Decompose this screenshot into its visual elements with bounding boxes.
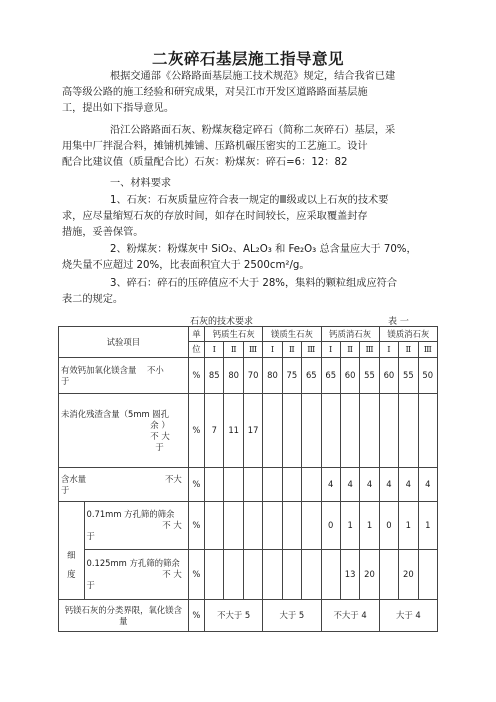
row-label-line: 于 — [86, 531, 95, 541]
empty-cell — [418, 550, 437, 600]
gravel-paragraph — [62, 276, 432, 308]
value-cell: 7 — [205, 394, 224, 468]
grade-cell: Ⅲ — [418, 342, 437, 358]
empty-cell — [282, 468, 301, 502]
row-label-line: 于 — [155, 441, 164, 452]
row-label-line: 未消化残渣含量（5mm 圆孔 — [61, 408, 170, 419]
empty-cell — [263, 468, 282, 502]
empty-cell — [224, 468, 243, 502]
unit-cell: % — [188, 468, 204, 502]
empty-cell — [399, 394, 418, 468]
flyash-paragraph — [62, 242, 432, 274]
row-label — [59, 600, 189, 632]
value-cell: 不大于 5 — [205, 600, 263, 632]
value-cell: 20 — [360, 550, 379, 600]
grade-cell: Ⅱ — [224, 342, 243, 358]
value-cell: 4 — [399, 468, 418, 502]
value-cell: 60 — [379, 358, 398, 394]
text-line: 沿江公路路面石灰、粉煤灰稳定碎石（简称二灰碎石）基层，采 — [110, 125, 396, 136]
header-group: 钙质生石灰 — [205, 327, 263, 342]
text-line: 求，应尽量缩短石灰的存放时间，如存在时间较长，应采取覆盖封存 — [62, 211, 368, 222]
row-label-line: 于 — [61, 375, 70, 386]
row-label-line: 余 ） — [150, 419, 170, 430]
table-row — [59, 358, 438, 394]
value-cell: 50 — [418, 358, 437, 394]
row-label-line — [61, 474, 186, 485]
value-cell: 0 — [379, 502, 398, 550]
text-line: 1、石灰：石灰质量应符合表一规定的Ⅲ级或以上石灰的技术要 — [110, 195, 389, 206]
text-line: 配合比建议值（质量配合比）石灰：粉煤灰：碎石=6：12：82 — [62, 157, 348, 168]
row-label-line: 不 大 — [162, 520, 182, 530]
value-cell: 0 — [321, 502, 340, 550]
value-cell: 不大于 4 — [321, 600, 379, 632]
empty-cell — [302, 550, 321, 600]
grade-cell: Ⅱ — [282, 342, 301, 358]
value-cell: 20 — [399, 550, 418, 600]
empty-cell — [418, 394, 437, 468]
row-label — [59, 358, 189, 394]
empty-cell — [205, 468, 224, 502]
fineness-side-label — [59, 502, 85, 600]
empty-cell — [302, 502, 321, 550]
value-cell: 55 — [360, 358, 379, 394]
header-unit-bottom: 位 — [188, 342, 204, 358]
grade-cell: Ⅰ — [379, 342, 398, 358]
header-group: 钙质消石灰 — [321, 327, 379, 342]
unit-cell: % — [188, 550, 204, 600]
row-label-line: 于 — [61, 484, 70, 495]
document-title: 二灰碎石基层施工指导意见 — [151, 50, 344, 68]
empty-cell — [243, 468, 262, 502]
grade-cell: Ⅱ — [399, 342, 418, 358]
value-cell: 1 — [340, 502, 359, 550]
grade-cell: Ⅲ — [360, 342, 379, 358]
row-label-line: 不 大 — [162, 569, 182, 579]
grade-cell: Ⅰ — [321, 342, 340, 358]
header-row — [59, 327, 438, 342]
fineness-side-bottom: 度 — [67, 568, 76, 579]
empty-cell — [302, 394, 321, 468]
empty-cell — [282, 550, 301, 600]
empty-cell — [360, 394, 379, 468]
value-cell: 13 — [340, 550, 359, 600]
intro-paragraph — [62, 69, 432, 117]
table-row — [59, 550, 438, 600]
row-label-line: 于 — [86, 580, 95, 590]
text-line: 烧失量不应超过 20%，比表面积宜大于 2500cm²/g。 — [62, 260, 310, 271]
text-line: 表二的规定。 — [62, 294, 124, 305]
empty-cell — [224, 502, 243, 550]
row-label-line: 有效钙加氧化镁含量 — [61, 364, 137, 375]
row-label — [59, 394, 189, 468]
value-cell: 80 — [263, 358, 282, 394]
text-line: 高等级公路的施工经验和研究成果，对吴江市开发区道路路面基层施 — [62, 87, 368, 98]
mix-paragraph — [62, 123, 432, 171]
text-line: 根据交通部《公路路面基层施工技术规范》规定，结合我省已建 — [110, 71, 396, 82]
row-label-line: 0.125mm 方孔筛的筛余 — [86, 558, 180, 568]
grade-cell: Ⅲ — [243, 342, 262, 358]
table-row — [59, 502, 438, 550]
header-item: 试验项目 — [59, 327, 189, 358]
row-label-line: 钙镁石灰的分类界限，氧化镁含 — [64, 604, 182, 615]
empty-cell — [379, 394, 398, 468]
empty-cell — [340, 394, 359, 468]
value-cell: 11 — [224, 394, 243, 468]
value-cell: 4 — [321, 468, 340, 502]
row-label-line: 不小 — [147, 364, 164, 375]
empty-cell — [282, 394, 301, 468]
value-cell: 85 — [205, 358, 224, 394]
table-caption: 石灰的技术要求 — [190, 317, 254, 327]
header-group: 镁质消石灰 — [379, 327, 437, 342]
empty-cell — [243, 502, 262, 550]
empty-cell — [302, 468, 321, 502]
value-cell: 4 — [340, 468, 359, 502]
empty-cell — [321, 394, 340, 468]
unit-cell: % — [188, 394, 204, 468]
value-cell: 大于 5 — [263, 600, 321, 632]
text-line: 一、材料要求 — [110, 178, 172, 189]
value-cell: 17 — [243, 394, 262, 468]
table-label: 表 一 — [388, 317, 409, 327]
value-cell: 75 — [282, 358, 301, 394]
row-label-line: 量 — [119, 615, 128, 626]
row-label-line: 不 大 — [150, 430, 170, 441]
empty-cell — [263, 550, 282, 600]
value-cell: 55 — [399, 358, 418, 394]
text-line: 2、粉煤灰：粉煤灰中 SiO₂、AL₂O₃ 和 Fe₂O₃ 总含量应大于 70%， — [110, 244, 417, 255]
row-label — [59, 468, 189, 502]
unit-cell: % — [188, 358, 204, 394]
section-heading — [90, 176, 432, 192]
unit-cell: % — [188, 502, 204, 550]
value-cell: 4 — [360, 468, 379, 502]
value-cell: 大于 4 — [379, 600, 437, 632]
header-unit-top: 单 — [188, 327, 204, 342]
row-label — [84, 502, 188, 550]
unit-cell: % — [188, 600, 204, 632]
empty-cell — [379, 550, 398, 600]
row-label-line: 0.71mm 方孔筛的筛余 — [86, 509, 175, 519]
empty-cell — [263, 502, 282, 550]
text-line: 措施，妥善保管。 — [62, 227, 144, 238]
value-cell: 60 — [340, 358, 359, 394]
value-cell: 1 — [399, 502, 418, 550]
text-line: 3、碎石：碎石的压碎值应不大于 28%，集料的颗粒组成应符合 — [110, 278, 398, 289]
table-row — [59, 468, 438, 502]
empty-cell — [224, 550, 243, 600]
value-cell: 1 — [360, 502, 379, 550]
empty-cell — [205, 502, 224, 550]
lime-paragraph — [62, 193, 432, 241]
value-cell: 80 — [224, 358, 243, 394]
table-row — [59, 600, 438, 632]
empty-cell — [263, 394, 282, 468]
value-cell: 65 — [302, 358, 321, 394]
value-cell: 65 — [321, 358, 340, 394]
header-group: 镁质生石灰 — [263, 327, 321, 342]
empty-cell — [205, 550, 224, 600]
grade-cell: Ⅰ — [205, 342, 224, 358]
value-cell: 1 — [418, 502, 437, 550]
empty-cell — [282, 502, 301, 550]
text-line: 用集中厂拌混合料，摊铺机摊铺、压路机碾压密实的工艺施工。设计 — [62, 141, 368, 152]
grade-cell: Ⅲ — [302, 342, 321, 358]
row-label-line: 不大 — [164, 473, 182, 484]
fineness-side-top: 细 — [67, 549, 76, 560]
lime-spec-table — [58, 326, 438, 632]
value-cell: 70 — [243, 358, 262, 394]
value-cell: 4 — [418, 468, 437, 502]
table-row — [59, 394, 438, 468]
row-label-line — [61, 365, 186, 376]
empty-cell — [321, 550, 340, 600]
grade-cell: Ⅱ — [340, 342, 359, 358]
text-line: 工，提出如下指导意见。 — [62, 103, 175, 114]
value-cell: 4 — [379, 468, 398, 502]
grade-cell: Ⅰ — [263, 342, 282, 358]
empty-cell — [243, 550, 262, 600]
row-label — [84, 550, 188, 600]
row-label-line: 含水量 — [61, 473, 87, 484]
